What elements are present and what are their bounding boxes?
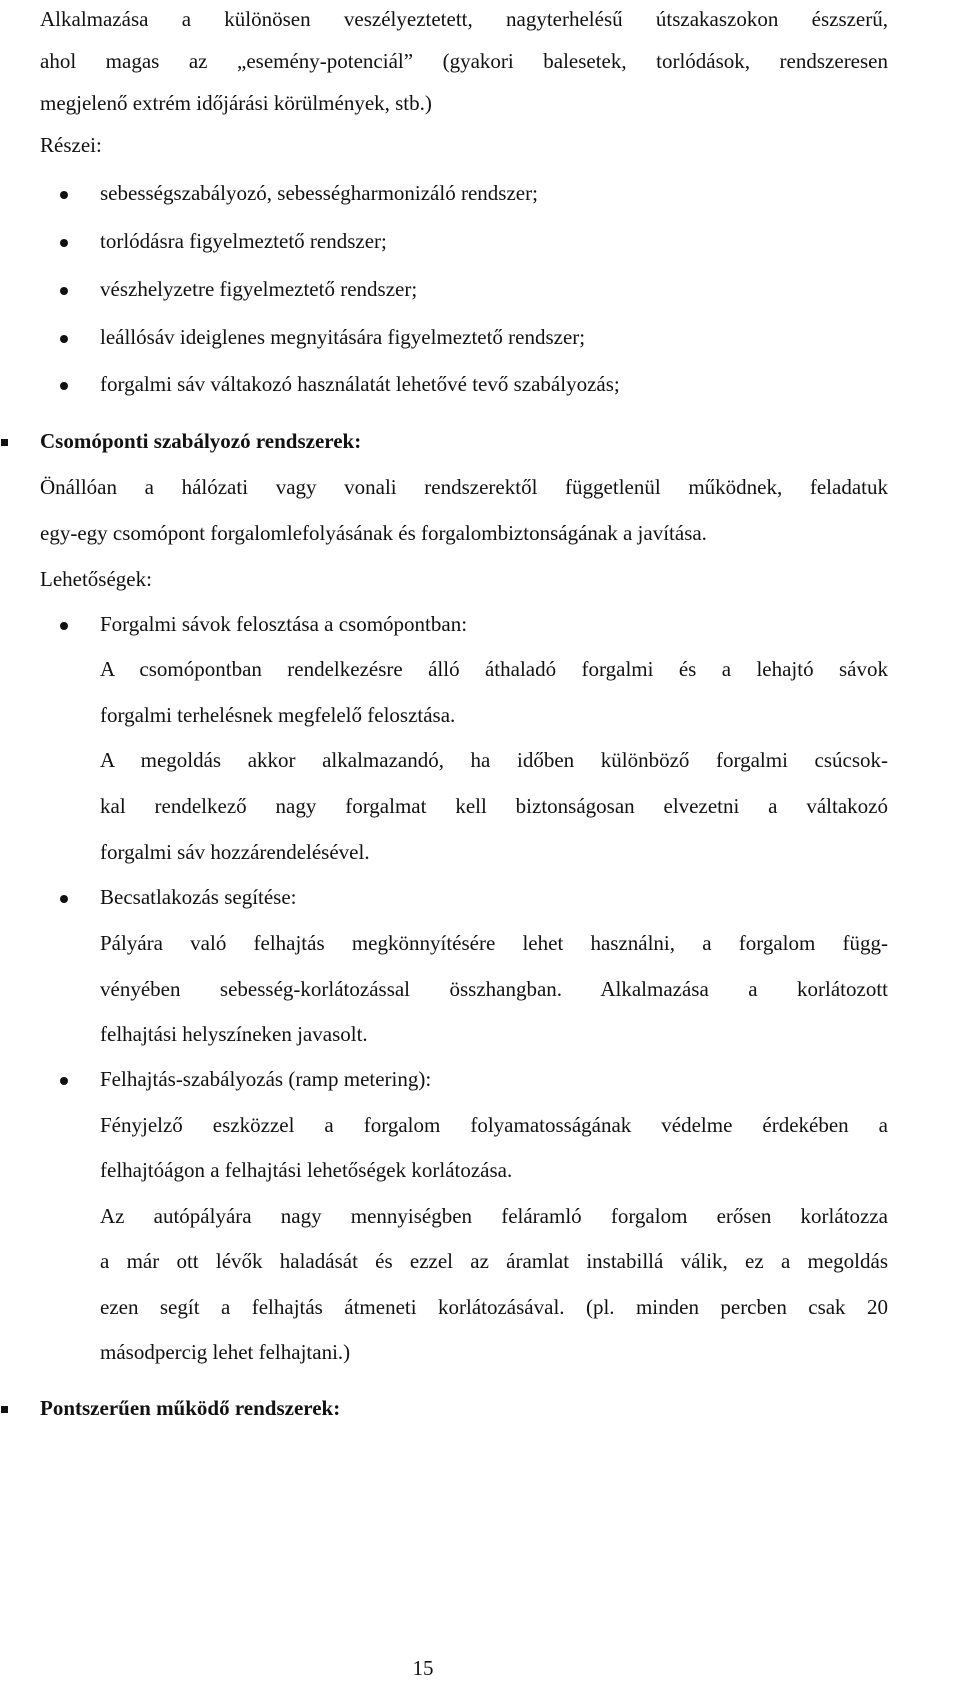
parts-item: vészhelyzetre figyelmeztető rendszer; [100,277,418,301]
parts-item: torlódásra figyelmeztető rendszer; [100,229,387,253]
option-text-line: másodpercig lehet felhajtani.) [100,1340,351,1364]
section-heading-intersection: Csomóponti szabályozó rendszerek: [40,429,362,453]
option-title: Forgalmi sávok felosztása a csomópontban: [100,612,468,636]
parts-item: leállósáv ideiglenes megnyitására figyelmeztető rendszer; [100,325,586,349]
bullet-icon [60,1077,68,1085]
option-title: Felhajtás-szabályozás (ramp metering): [100,1067,432,1091]
option-text-line: felhajtóágon a felhajtási lehetőségek korlátozása. [100,1158,513,1182]
option-text-line: Pályára való felhajtás megkönnyítésére lehet használni, a forgalom függ- [100,931,888,955]
bullet-icon [60,287,68,295]
option-text-line: ezen segít a felhajtás átmeneti korlátozásával. (pl. minden percben csak 20 [100,1295,888,1319]
option-text-line: vényében sebesség-korlátozással összhangban. Alkalmazása a korlátozott [100,977,888,1001]
bullet-icon [60,239,68,247]
option-text-line: Fényjelző eszközzel a forgalom folyamatosságának védelme érdekében a [100,1113,888,1137]
intersection-desc-line-2: egy-egy csomópont forgalomlefolyásának és forgalombiztonságának a javítása. [40,521,707,545]
option-text-line: Az autópályára nagy mennyiségben feláramló forgalom erősen korlátozza [100,1204,888,1228]
section-heading-point: Pontszerűen működő rendszerek: [40,1396,341,1420]
option-text-line: a már ott lévők haladását és ezzel az áramlat instabillá válik, ez a megoldás [100,1249,888,1273]
option-text-line: A megoldás akkor alkalmazandó, ha időben különböző forgalmi csúcsok- [100,748,888,772]
bullet-icon [60,191,68,199]
parts-label: Részei: [40,133,102,157]
intro-line-3: megjelenő extrém időjárási körülmények, stb.) [40,91,432,115]
bullet-icon [60,622,68,630]
intersection-desc-line-1: Önállóan a hálózati vagy vonali rendszerektől függetlenül működnek, feladatuk [40,475,888,499]
option-text-line: A csomópontban rendelkezésre álló áthaladó forgalmi és a lehajtó sávok [100,657,888,681]
intro-line-1: Alkalmazása a különösen veszélyeztetett, nagyterhelésű útszakaszokon észszerű, [40,7,888,31]
bullet-icon [60,895,68,903]
options-label: Lehetőségek: [40,567,152,591]
option-text-line: forgalmi terhelésnek megfelelő felosztása. [100,703,456,727]
bullet-icon [60,382,68,390]
option-text-line: kal rendelkező nagy forgalmat kell biztonságosan elvezetni a váltakozó [100,794,888,818]
square-bullet-icon [1,439,8,446]
intro-line-2: ahol magas az „esemény-potenciál” (gyakori balesetek, torlódások, rendszeresen [40,49,888,73]
bullet-icon [60,335,68,343]
parts-item: sebességszabályozó, sebességharmonizáló rendszer; [100,181,538,205]
square-bullet-icon [1,1406,8,1413]
parts-item: forgalmi sáv váltakozó használatát lehetővé tevő szabályozás; [100,372,620,396]
option-title: Becsatlakozás segítése: [100,885,297,909]
option-text-line: forgalmi sáv hozzárendelésével. [100,840,370,864]
page-number: 15 [412,1656,434,1680]
option-text-line: felhajtási helyszíneken javasolt. [100,1022,368,1046]
